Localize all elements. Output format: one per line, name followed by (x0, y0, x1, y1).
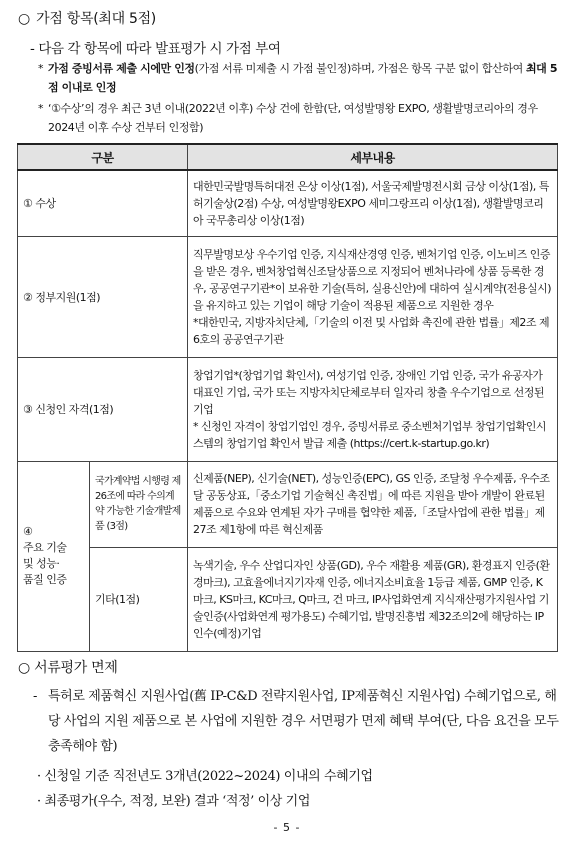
note-award (38, 99, 558, 137)
requirement-item (37, 765, 373, 784)
row-content-qualification: 창업기업*(창업기업 확인서), 여성기업 인증, 장애인 기업 인증, 국가 유공자가 대표인 기업, 국가 또는 지방자치단체로부터 일자리 창출 우수기업으로 선정된 기업 * 신청인 자격이 창업기업인 경우, 증빙서류로 중소벤처기업부 창업기업확인시스템의 창업기업 확인서 발급 제출 (https://cert.k-startup.go.kr) (188, 357, 558, 461)
row-content-gov: 직무발명보상 우수기업 인증, 지식재산경영 인증, 벤처기업 인증, 이노비즈 인증을 받은 경우, 벤처창업혁신조달상품으로 지정되어 벤처나라에 상품 등록한 경우, 공공연구기관*이 보유한 기술(특허, 실용신안)에 대하여 실시계약(전용실시)을 유지하고 있는 기업이 해당 기술이 적용된 제품으로 지원한 경우 *대한민국, 지방자치단체,「기술의 이전 및 사업화 촉진에 관한 법률」제2조 제6호의 공공연구기관 (188, 236, 558, 357)
row-label-gov: ② 정부지원(1점) (18, 236, 188, 357)
note-bold-max: 최대 5점 이내로 인정 (48, 62, 558, 94)
dot-bullet-icon: · (37, 794, 45, 809)
dash-text: 다음 각 항목에 따라 발표평가 시 가점 부여 (38, 41, 281, 57)
subrow-label-contract: 국가계약법 시행령 제26조에 따라 수의계약 가능한 기술개발제품 (3점) (90, 461, 188, 547)
bonus-table (17, 143, 558, 652)
subrow-content-contract: 신제품(NEP), 신기술(NET), 성능인증(EPC), GS 인증, 조달청 우수제품, 우수조달 공동상표,「중소기업 기술혁신 촉진법」에 따른 지원을 받아 개발이 완료된 제품으로 수요와 연계된 자가 구매를 협약한 제품,「조달사업에 관한 법률」제27조 제1항에 따른 혁신제품 (188, 461, 558, 547)
dash-icon: - (33, 689, 37, 704)
note-text: (가점 서류 미제출 시 가점 불인정)하며, 가점은 항목 구분 없이 합산하여 (194, 62, 526, 75)
exemption-paragraph (33, 684, 563, 759)
circle-bullet-icon: ○ (18, 660, 30, 676)
section-title-text: 서류평가 면제 (34, 660, 118, 676)
section-title-bonus (18, 8, 156, 28)
table-row (18, 357, 558, 461)
row-label-certification: ④ 주요 기술 및 성능· 품질 인증 (18, 461, 90, 651)
subrow-label-other: 기타(1점) (90, 547, 188, 651)
note-award-text: ‘①수상’의 경우 최근 3년 이내(2022년 이후) 수상 건에 한함(단, 여성발명왕 EXPO, 생활발명코리아의 경우 2024년 이후 수상 건부터 인정함) (48, 102, 538, 134)
circle-bullet-icon: ○ (18, 11, 30, 27)
table-header-row (18, 144, 558, 170)
header-details: 세부내용 (188, 144, 558, 170)
section-title-exemption (18, 657, 118, 677)
requirement-item (37, 790, 310, 809)
page-number: - 5 - (273, 821, 301, 834)
header-category: 구분 (18, 144, 188, 170)
requirement-text: 신청일 기준 직전년도 3개년(2022~2024) 이내의 수혜기업 (44, 769, 373, 784)
note-bold-evidence: 가점 증빙서류 제출 시에만 인정 (48, 62, 195, 75)
subrow-content-other: 녹색기술, 우수 산업디자인 상품(GD), 우수 재활용 제품(GR), 환경표지 인증(환경마크), 고효율에너지기자재 인증, 에너지소비효율 1등급 제품, GMP 인증, K마크, KS마크, KC마크, Q마크, 건 마크, IP사업화연계 지식재산평가지원사업 기술인증(사업화연계 평가용도) 수혜기업, 발명진흥법 제32조의2에 해당하는 IP 인수(예정)기업 (188, 547, 558, 651)
row-label-award: ① 수상 (18, 170, 188, 236)
table-row (18, 461, 558, 547)
dot-bullet-icon: · (37, 769, 45, 784)
asterisk-icon: * (38, 102, 44, 115)
dash-icon: - (30, 41, 39, 57)
row-label-qualification: ③ 신청인 자격(1점) (18, 357, 188, 461)
table-row (18, 236, 558, 357)
row-content-award: 대한민국발명특허대전 은상 이상(1점), 서울국제발명전시회 금상 이상(1점), 특허기술상(2점) 수상, 여성발명왕EXPO 세미그랑프리 이상(1점), 생활발명코리아 국무총리상 이상(1점) (188, 170, 558, 236)
dash-item (30, 37, 281, 57)
requirement-text: 최종평가(우수, 적정, 보완) 결과 ‘적정’ 이상 기업 (44, 794, 310, 809)
exemption-text: 특허로 제품혁신 지원사업(舊 IP-C&D 전략지원사업, IP제품혁신 지원사업) 수혜기업으로, 해당 사업의 지원 제품으로 본 사업에 지원한 경우 서면평가 면제 혜택 부여(단, 다음 요건을 모두 충족해야 함) (48, 689, 559, 754)
asterisk-icon: * (38, 62, 44, 75)
table-row (18, 547, 558, 651)
section-title-text: 가점 항목(최대 5점) (36, 11, 156, 27)
table-row (18, 170, 558, 236)
note-evidence (38, 59, 558, 97)
